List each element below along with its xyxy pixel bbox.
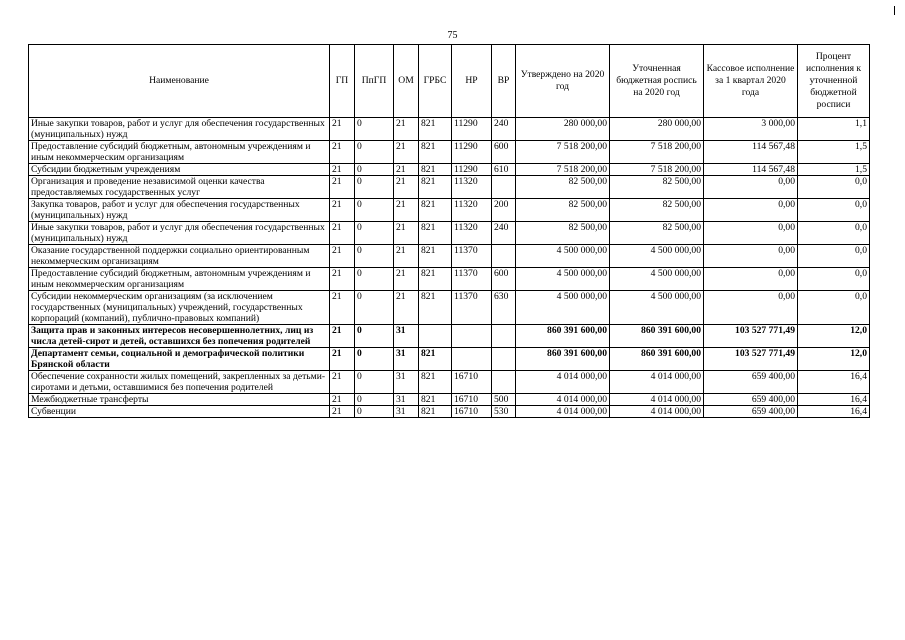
cell-vr: 630 [492, 291, 516, 325]
cell-approved: 82 500,00 [516, 222, 610, 245]
cell-pct: 0,0 [798, 199, 870, 222]
cell-ppgp: 0 [355, 406, 394, 418]
cell-nr: 16710 [452, 406, 492, 418]
cell-grbs: 821 [419, 371, 452, 394]
cell-vr: 500 [492, 394, 516, 406]
cell-vr [492, 176, 516, 199]
header-grbs: ГРБС [419, 45, 452, 118]
cell-pct: 0,0 [798, 268, 870, 291]
cell-grbs: 821 [419, 118, 452, 141]
cell-name: Оказание государственной поддержки социально ориентированным некоммерческим организациям [29, 245, 330, 268]
header-approved: Утверждено на 2020 год [516, 45, 610, 118]
cell-om: 21 [394, 291, 419, 325]
header-cash: Кассовое исполнение за 1 квартал 2020 года [704, 45, 798, 118]
cell-ppgp: 0 [355, 222, 394, 245]
cell-refined: 82 500,00 [610, 222, 704, 245]
cell-name: Межбюджетные трансферты [29, 394, 330, 406]
cell-grbs: 821 [419, 394, 452, 406]
cell-om: 21 [394, 176, 419, 199]
cell-pct: 12,0 [798, 325, 870, 348]
cell-ppgp: 0 [355, 268, 394, 291]
cell-ppgp: 0 [355, 141, 394, 164]
page-number: 75 [447, 30, 458, 41]
cell-approved: 4 500 000,00 [516, 245, 610, 268]
cell-nr: 11320 [452, 176, 492, 199]
cell-vr [492, 371, 516, 394]
cell-gp: 21 [330, 371, 355, 394]
cell-ppgp: 0 [355, 325, 394, 348]
cell-name: Субвенции [29, 406, 330, 418]
cell-grbs: 821 [419, 222, 452, 245]
cell-refined: 280 000,00 [610, 118, 704, 141]
cell-refined: 4 500 000,00 [610, 291, 704, 325]
cell-cash: 0,00 [704, 245, 798, 268]
cell-pct: 0,0 [798, 291, 870, 325]
table-row [29, 222, 870, 245]
cell-pct: 1,1 [798, 118, 870, 141]
cell-name: Иные закупки товаров, работ и услуг для обеспечения государственных (муниципальных) нужд [29, 222, 330, 245]
header-gp: ГП [330, 45, 355, 118]
header-name: Наименование [29, 45, 330, 118]
table-row [29, 406, 870, 418]
cell-cash: 103 527 771,49 [704, 325, 798, 348]
cell-cash: 0,00 [704, 176, 798, 199]
table-row [29, 245, 870, 268]
table-row [29, 348, 870, 371]
cell-gp: 21 [330, 141, 355, 164]
cell-nr: 11370 [452, 245, 492, 268]
cell-om: 21 [394, 199, 419, 222]
cell-vr: 530 [492, 406, 516, 418]
cell-ppgp: 0 [355, 348, 394, 371]
cell-pct: 1,5 [798, 141, 870, 164]
cell-name: Закупка товаров, работ и услуг для обеспечения государственных (муниципальных) нужд [29, 199, 330, 222]
cell-ppgp: 0 [355, 291, 394, 325]
cell-gp: 21 [330, 268, 355, 291]
cell-ppgp: 0 [355, 176, 394, 199]
cell-ppgp: 0 [355, 199, 394, 222]
cell-gp: 21 [330, 222, 355, 245]
cell-grbs: 821 [419, 164, 452, 176]
table-row [29, 291, 870, 325]
cell-approved: 280 000,00 [516, 118, 610, 141]
cell-pct: 0,0 [798, 176, 870, 199]
cell-refined: 4 014 000,00 [610, 394, 704, 406]
cell-grbs: 821 [419, 268, 452, 291]
cell-cash: 659 400,00 [704, 371, 798, 394]
page-edge-mark [894, 6, 895, 15]
cell-om: 21 [394, 118, 419, 141]
cell-cash: 0,00 [704, 268, 798, 291]
cell-gp: 21 [330, 325, 355, 348]
cell-nr: 11370 [452, 268, 492, 291]
cell-pct: 16,4 [798, 394, 870, 406]
cell-ppgp: 0 [355, 394, 394, 406]
budget-table [28, 44, 870, 418]
cell-name: Организация и проведение независимой оценки качества предоставляемых государственных услуг [29, 176, 330, 199]
cell-om: 31 [394, 406, 419, 418]
cell-ppgp: 0 [355, 245, 394, 268]
cell-om: 21 [394, 164, 419, 176]
cell-nr: 16710 [452, 371, 492, 394]
cell-name: Защита прав и законных интересов несовершеннолетних, лиц из числа детей-сирот и детей, оставшихся без попечения родителей [29, 325, 330, 348]
cell-refined: 7 518 200,00 [610, 164, 704, 176]
cell-refined: 4 500 000,00 [610, 245, 704, 268]
cell-pct: 12,0 [798, 348, 870, 371]
header-refined: Уточненная бюджетная роспись на 2020 год [610, 45, 704, 118]
cell-name: Иные закупки товаров, работ и услуг для обеспечения государственных (муниципальных) нужд [29, 118, 330, 141]
cell-gp: 21 [330, 394, 355, 406]
cell-gp: 21 [330, 291, 355, 325]
cell-cash: 0,00 [704, 222, 798, 245]
table-row [29, 176, 870, 199]
cell-vr: 600 [492, 141, 516, 164]
table-header-row [29, 45, 870, 118]
cell-cash: 659 400,00 [704, 406, 798, 418]
cell-pct: 0,0 [798, 245, 870, 268]
cell-om: 21 [394, 222, 419, 245]
cell-pct: 16,4 [798, 371, 870, 394]
cell-cash: 3 000,00 [704, 118, 798, 141]
cell-nr: 11320 [452, 199, 492, 222]
cell-pct: 0,0 [798, 222, 870, 245]
cell-vr: 240 [492, 222, 516, 245]
cell-approved: 4 500 000,00 [516, 291, 610, 325]
cell-ppgp: 0 [355, 371, 394, 394]
cell-approved: 860 391 600,00 [516, 348, 610, 371]
cell-om: 21 [394, 141, 419, 164]
cell-grbs: 821 [419, 141, 452, 164]
cell-gp: 21 [330, 406, 355, 418]
cell-pct: 16,4 [798, 406, 870, 418]
cell-grbs: 821 [419, 406, 452, 418]
cell-om: 31 [394, 348, 419, 371]
cell-ppgp: 0 [355, 118, 394, 141]
cell-gp: 21 [330, 176, 355, 199]
cell-pct: 1,5 [798, 164, 870, 176]
cell-vr [492, 325, 516, 348]
cell-name: Субсидии бюджетным учреждениям [29, 164, 330, 176]
cell-approved: 7 518 200,00 [516, 141, 610, 164]
cell-ppgp: 0 [355, 164, 394, 176]
cell-gp: 21 [330, 199, 355, 222]
cell-cash: 103 527 771,49 [704, 348, 798, 371]
cell-gp: 21 [330, 348, 355, 371]
cell-name: Департамент семьи, социальной и демографической политики Брянской области [29, 348, 330, 371]
cell-refined: 4 014 000,00 [610, 406, 704, 418]
cell-approved: 4 014 000,00 [516, 406, 610, 418]
cell-grbs: 821 [419, 291, 452, 325]
cell-grbs: 821 [419, 245, 452, 268]
cell-approved: 82 500,00 [516, 176, 610, 199]
cell-nr [452, 325, 492, 348]
cell-refined: 860 391 600,00 [610, 325, 704, 348]
cell-nr: 11290 [452, 164, 492, 176]
table-row [29, 141, 870, 164]
cell-nr: 11320 [452, 222, 492, 245]
cell-refined: 82 500,00 [610, 199, 704, 222]
header-ppgp: ПпГП [355, 45, 394, 118]
table-row [29, 164, 870, 176]
cell-approved: 7 518 200,00 [516, 164, 610, 176]
cell-om: 31 [394, 325, 419, 348]
cell-gp: 21 [330, 164, 355, 176]
cell-vr [492, 245, 516, 268]
cell-gp: 21 [330, 245, 355, 268]
header-om: ОМ [394, 45, 419, 118]
cell-name: Предоставление субсидий бюджетным, автономным учреждениям и иным некоммерческим организациям [29, 141, 330, 164]
cell-approved: 4 014 000,00 [516, 394, 610, 406]
cell-name: Обеспечение сохранности жилых помещений, закрепленных за детьми-сиротами и детьми, оставшимися без попечения родителей [29, 371, 330, 394]
cell-cash: 0,00 [704, 291, 798, 325]
cell-nr: 16710 [452, 394, 492, 406]
cell-approved: 4 014 000,00 [516, 371, 610, 394]
cell-refined: 4 014 000,00 [610, 371, 704, 394]
cell-vr [492, 348, 516, 371]
cell-grbs [419, 325, 452, 348]
table-row [29, 325, 870, 348]
table-row [29, 199, 870, 222]
table-row [29, 394, 870, 406]
cell-om: 31 [394, 394, 419, 406]
table-row [29, 371, 870, 394]
cell-om: 21 [394, 268, 419, 291]
cell-refined: 860 391 600,00 [610, 348, 704, 371]
cell-approved: 4 500 000,00 [516, 268, 610, 291]
header-vr: ВР [492, 45, 516, 118]
cell-vr: 200 [492, 199, 516, 222]
header-nr: НР [452, 45, 492, 118]
cell-vr: 600 [492, 268, 516, 291]
cell-cash: 659 400,00 [704, 394, 798, 406]
cell-cash: 114 567,48 [704, 164, 798, 176]
table-row [29, 268, 870, 291]
cell-om: 21 [394, 245, 419, 268]
cell-nr: 11370 [452, 291, 492, 325]
cell-nr: 11290 [452, 141, 492, 164]
cell-cash: 0,00 [704, 199, 798, 222]
header-percent: Процент исполнения к уточненной бюджетной росписи [798, 45, 870, 118]
cell-approved: 82 500,00 [516, 199, 610, 222]
cell-grbs: 821 [419, 176, 452, 199]
cell-refined: 7 518 200,00 [610, 141, 704, 164]
cell-approved: 860 391 600,00 [516, 325, 610, 348]
cell-refined: 82 500,00 [610, 176, 704, 199]
cell-name: Предоставление субсидий бюджетным, автономным учреждениям и иным некоммерческим организациям [29, 268, 330, 291]
cell-nr: 11290 [452, 118, 492, 141]
cell-om: 31 [394, 371, 419, 394]
cell-gp: 21 [330, 118, 355, 141]
cell-cash: 114 567,48 [704, 141, 798, 164]
cell-vr: 610 [492, 164, 516, 176]
cell-vr: 240 [492, 118, 516, 141]
cell-grbs: 821 [419, 348, 452, 371]
table-row [29, 118, 870, 141]
cell-grbs: 821 [419, 199, 452, 222]
cell-name: Субсидии некоммерческим организациям (за исключением государственных (муниципальных) учреждений, государственных корпораций (компаний), публично-правовых компаний) [29, 291, 330, 325]
cell-nr [452, 348, 492, 371]
cell-refined: 4 500 000,00 [610, 268, 704, 291]
